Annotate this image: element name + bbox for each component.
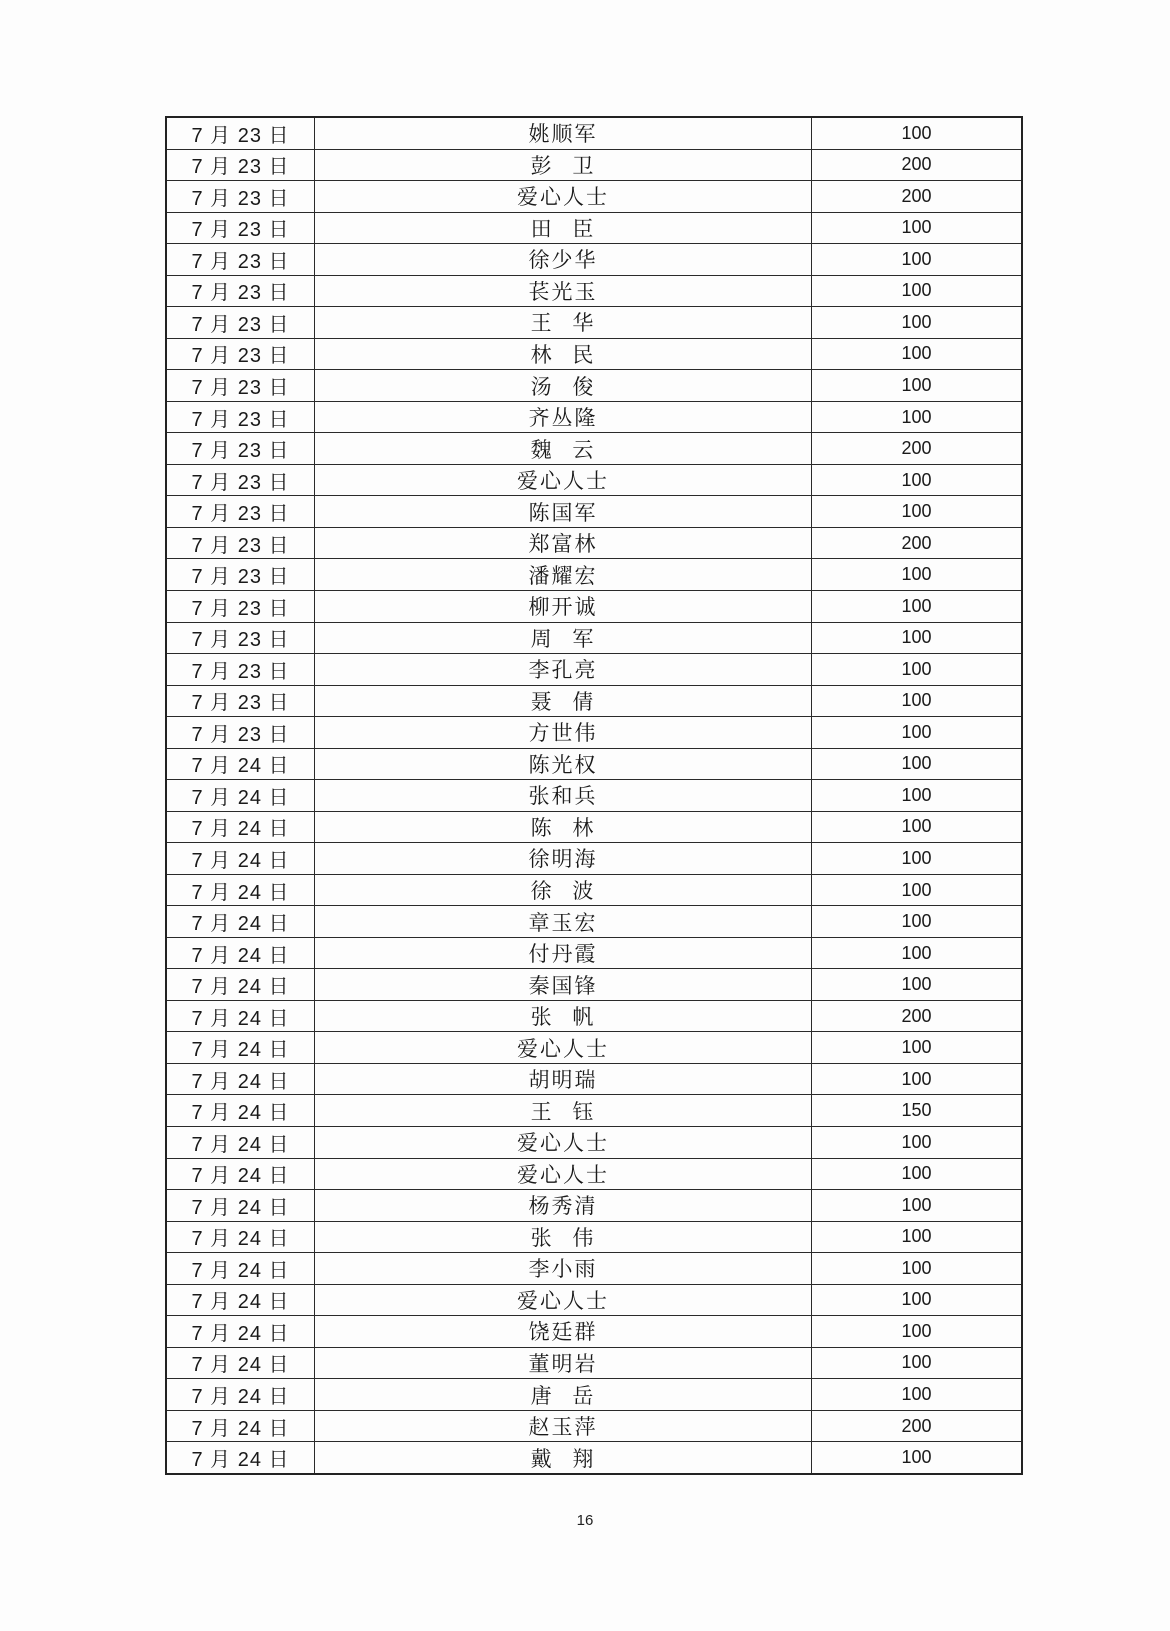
page-number: 16 (576, 1512, 594, 1529)
amount-cell: 100 (811, 717, 1021, 748)
table-row (167, 243, 1021, 275)
date-cell: 7 月 24 日 (191, 1165, 290, 1188)
table-row (167, 1189, 1021, 1221)
amount-cell: 100 (811, 1064, 1021, 1095)
donor-name-cell: 陈光权 (314, 749, 811, 780)
amount-cell: 100 (811, 1253, 1021, 1284)
table-row (167, 464, 1021, 496)
amount-cell: 200 (811, 150, 1021, 181)
donor-name-cell: 徐明海 (314, 843, 811, 874)
donor-name-cell: 爱心人士 (314, 1159, 811, 1190)
amount-cell: 100 (811, 938, 1021, 969)
amount-cell: 100 (811, 843, 1021, 874)
table-row (167, 748, 1021, 780)
date-cell: 7 月 24 日 (191, 1449, 290, 1472)
amount-cell: 100 (811, 1190, 1021, 1221)
donor-name-cell: 王 华 (314, 307, 811, 338)
date-cell: 7 月 24 日 (191, 1228, 290, 1251)
date-cell: 7 月 24 日 (191, 818, 290, 841)
donor-name-cell: 爱心人士 (314, 181, 811, 212)
date-cell: 7 月 24 日 (191, 1322, 290, 1345)
date-cell: 7 月 23 日 (191, 250, 290, 273)
table-row (167, 811, 1021, 843)
amount-cell: 100 (811, 812, 1021, 843)
donor-name-cell: 彭 卫 (314, 150, 811, 181)
table-row (167, 685, 1021, 717)
date-cell: 7 月 24 日 (191, 1259, 290, 1282)
date-cell: 7 月 24 日 (191, 755, 290, 778)
donor-name-cell: 张 帆 (314, 1001, 811, 1032)
date-cell: 7 月 24 日 (191, 1386, 290, 1409)
table-row (167, 306, 1021, 338)
table-row (167, 1347, 1021, 1379)
date-cell: 7 月 23 日 (191, 187, 290, 210)
table-row (167, 401, 1021, 433)
amount-cell: 100 (811, 339, 1021, 370)
date-cell: 7 月 23 日 (191, 692, 290, 715)
donor-name-cell: 郑富林 (314, 528, 811, 559)
amount-cell: 100 (811, 1379, 1021, 1410)
donor-name-cell: 徐 波 (314, 875, 811, 906)
donor-name-cell: 陈国军 (314, 496, 811, 527)
date-cell: 7 月 24 日 (191, 1196, 290, 1219)
table-row (167, 180, 1021, 212)
amount-cell: 100 (811, 276, 1021, 307)
date-cell: 7 月 23 日 (191, 313, 290, 336)
date-cell: 7 月 24 日 (191, 786, 290, 809)
amount-cell: 100 (811, 213, 1021, 244)
amount-cell: 100 (811, 1127, 1021, 1158)
amount-cell: 100 (811, 307, 1021, 338)
table-row (167, 1158, 1021, 1190)
table-row (167, 149, 1021, 181)
date-cell: 7 月 23 日 (191, 534, 290, 557)
date-cell: 7 月 23 日 (191, 723, 290, 746)
date-cell: 7 月 24 日 (191, 881, 290, 904)
amount-cell: 100 (811, 969, 1021, 1000)
donor-name-cell: 李小雨 (314, 1253, 811, 1284)
table-row (167, 1315, 1021, 1347)
amount-cell: 100 (811, 591, 1021, 622)
amount-cell: 100 (811, 623, 1021, 654)
date-cell: 7 月 24 日 (191, 1133, 290, 1156)
table-row (167, 495, 1021, 527)
table-row (167, 432, 1021, 464)
donor-name-cell: 付丹霞 (314, 938, 811, 969)
date-cell: 7 月 23 日 (191, 660, 290, 683)
donor-name-cell: 爱心人士 (314, 1285, 811, 1316)
date-cell: 7 月 23 日 (191, 440, 290, 463)
donation-table (165, 116, 1023, 1475)
amount-cell: 100 (811, 686, 1021, 717)
date-cell: 7 月 23 日 (191, 629, 290, 652)
table-row (167, 779, 1021, 811)
table-row (167, 968, 1021, 1000)
table-row (167, 1063, 1021, 1095)
donor-name-cell: 方世伟 (314, 717, 811, 748)
date-cell: 7 月 23 日 (191, 219, 290, 242)
amount-cell: 100 (811, 370, 1021, 401)
amount-cell: 100 (811, 465, 1021, 496)
amount-cell: 100 (811, 1222, 1021, 1253)
table-row (167, 1031, 1021, 1063)
donor-name-cell: 赵玉萍 (314, 1411, 811, 1442)
date-cell: 7 月 24 日 (191, 944, 290, 967)
table-row (167, 1252, 1021, 1284)
table-row (167, 874, 1021, 906)
donor-name-cell: 董明岩 (314, 1348, 811, 1379)
amount-cell: 100 (811, 1442, 1021, 1473)
amount-cell: 100 (811, 402, 1021, 433)
amount-cell: 100 (811, 1285, 1021, 1316)
table-row (167, 937, 1021, 969)
donor-name-cell: 胡明瑞 (314, 1064, 811, 1095)
date-cell: 7 月 24 日 (191, 1102, 290, 1125)
date-cell: 7 月 23 日 (191, 597, 290, 620)
amount-cell: 150 (811, 1095, 1021, 1126)
table-row (167, 558, 1021, 590)
amount-cell: 100 (811, 749, 1021, 780)
table-row (167, 1284, 1021, 1316)
date-cell: 7 月 23 日 (191, 156, 290, 179)
table-row (167, 1126, 1021, 1158)
table-row (167, 212, 1021, 244)
donor-name-cell: 潘耀宏 (314, 559, 811, 590)
amount-cell: 100 (811, 244, 1021, 275)
donor-name-cell: 秦国锋 (314, 969, 811, 1000)
table-row (167, 716, 1021, 748)
date-cell: 7 月 23 日 (191, 503, 290, 526)
amount-cell: 200 (811, 1411, 1021, 1442)
amount-cell: 100 (811, 1032, 1021, 1063)
donor-name-cell: 柳开诚 (314, 591, 811, 622)
donor-name-cell: 齐丛隆 (314, 402, 811, 433)
donor-name-cell: 田 臣 (314, 213, 811, 244)
table-row (167, 1221, 1021, 1253)
date-cell: 7 月 23 日 (191, 345, 290, 368)
donor-name-cell: 李孔亮 (314, 654, 811, 685)
amount-cell: 100 (811, 118, 1021, 149)
table-row (167, 653, 1021, 685)
amount-cell: 100 (811, 1348, 1021, 1379)
donor-name-cell: 杨秀清 (314, 1190, 811, 1221)
date-cell: 7 月 24 日 (191, 1070, 290, 1093)
donor-name-cell: 汤 俊 (314, 370, 811, 401)
date-cell: 7 月 23 日 (191, 377, 290, 400)
amount-cell: 100 (811, 780, 1021, 811)
amount-cell: 100 (811, 906, 1021, 937)
date-cell: 7 月 24 日 (191, 913, 290, 936)
table-row (167, 527, 1021, 559)
donor-name-cell: 苌光玉 (314, 276, 811, 307)
amount-cell: 100 (811, 559, 1021, 590)
date-cell: 7 月 24 日 (191, 849, 290, 872)
amount-cell: 200 (811, 433, 1021, 464)
date-cell: 7 月 24 日 (191, 1039, 290, 1062)
donor-name-cell: 章玉宏 (314, 906, 811, 937)
table-row (167, 842, 1021, 874)
table-row (167, 1378, 1021, 1410)
amount-cell: 200 (811, 1001, 1021, 1032)
date-cell: 7 月 24 日 (191, 1007, 290, 1030)
donor-name-cell: 唐 岳 (314, 1379, 811, 1410)
amount-cell: 200 (811, 181, 1021, 212)
table-row (167, 338, 1021, 370)
donor-name-cell: 徐少华 (314, 244, 811, 275)
amount-cell: 100 (811, 1159, 1021, 1190)
date-cell: 7 月 23 日 (191, 282, 290, 305)
donor-name-cell: 爱心人士 (314, 465, 811, 496)
table-row (167, 118, 1021, 149)
date-cell: 7 月 23 日 (191, 471, 290, 494)
donor-name-cell: 魏 云 (314, 433, 811, 464)
amount-cell: 100 (811, 875, 1021, 906)
date-cell: 7 月 24 日 (191, 1291, 290, 1314)
donor-name-cell: 张 伟 (314, 1222, 811, 1253)
donor-name-cell: 林 民 (314, 339, 811, 370)
donor-name-cell: 张和兵 (314, 780, 811, 811)
date-cell: 7 月 24 日 (191, 1354, 290, 1377)
table-row (167, 1410, 1021, 1442)
donor-name-cell: 周 军 (314, 623, 811, 654)
amount-cell: 100 (811, 654, 1021, 685)
table-row (167, 590, 1021, 622)
date-cell: 7 月 23 日 (191, 566, 290, 589)
donor-name-cell: 姚顺军 (314, 118, 811, 149)
table-row (167, 369, 1021, 401)
date-cell: 7 月 24 日 (191, 976, 290, 999)
date-cell: 7 月 24 日 (191, 1417, 290, 1440)
date-cell: 7 月 23 日 (191, 408, 290, 431)
table-row (167, 1000, 1021, 1032)
donor-name-cell: 戴 翔 (314, 1442, 811, 1473)
date-cell: 7 月 23 日 (191, 124, 290, 147)
donor-name-cell: 王 钰 (314, 1095, 811, 1126)
donor-name-cell: 聂 倩 (314, 686, 811, 717)
donor-name-cell: 饶廷群 (314, 1316, 811, 1347)
table-row (167, 275, 1021, 307)
amount-cell: 200 (811, 528, 1021, 559)
donor-name-cell: 爱心人士 (314, 1032, 811, 1063)
donor-name-cell: 陈 林 (314, 812, 811, 843)
amount-cell: 100 (811, 1316, 1021, 1347)
donor-name-cell: 爱心人士 (314, 1127, 811, 1158)
table-row (167, 622, 1021, 654)
table-row (167, 905, 1021, 937)
table-row (167, 1441, 1021, 1473)
table-row (167, 1094, 1021, 1126)
amount-cell: 100 (811, 496, 1021, 527)
